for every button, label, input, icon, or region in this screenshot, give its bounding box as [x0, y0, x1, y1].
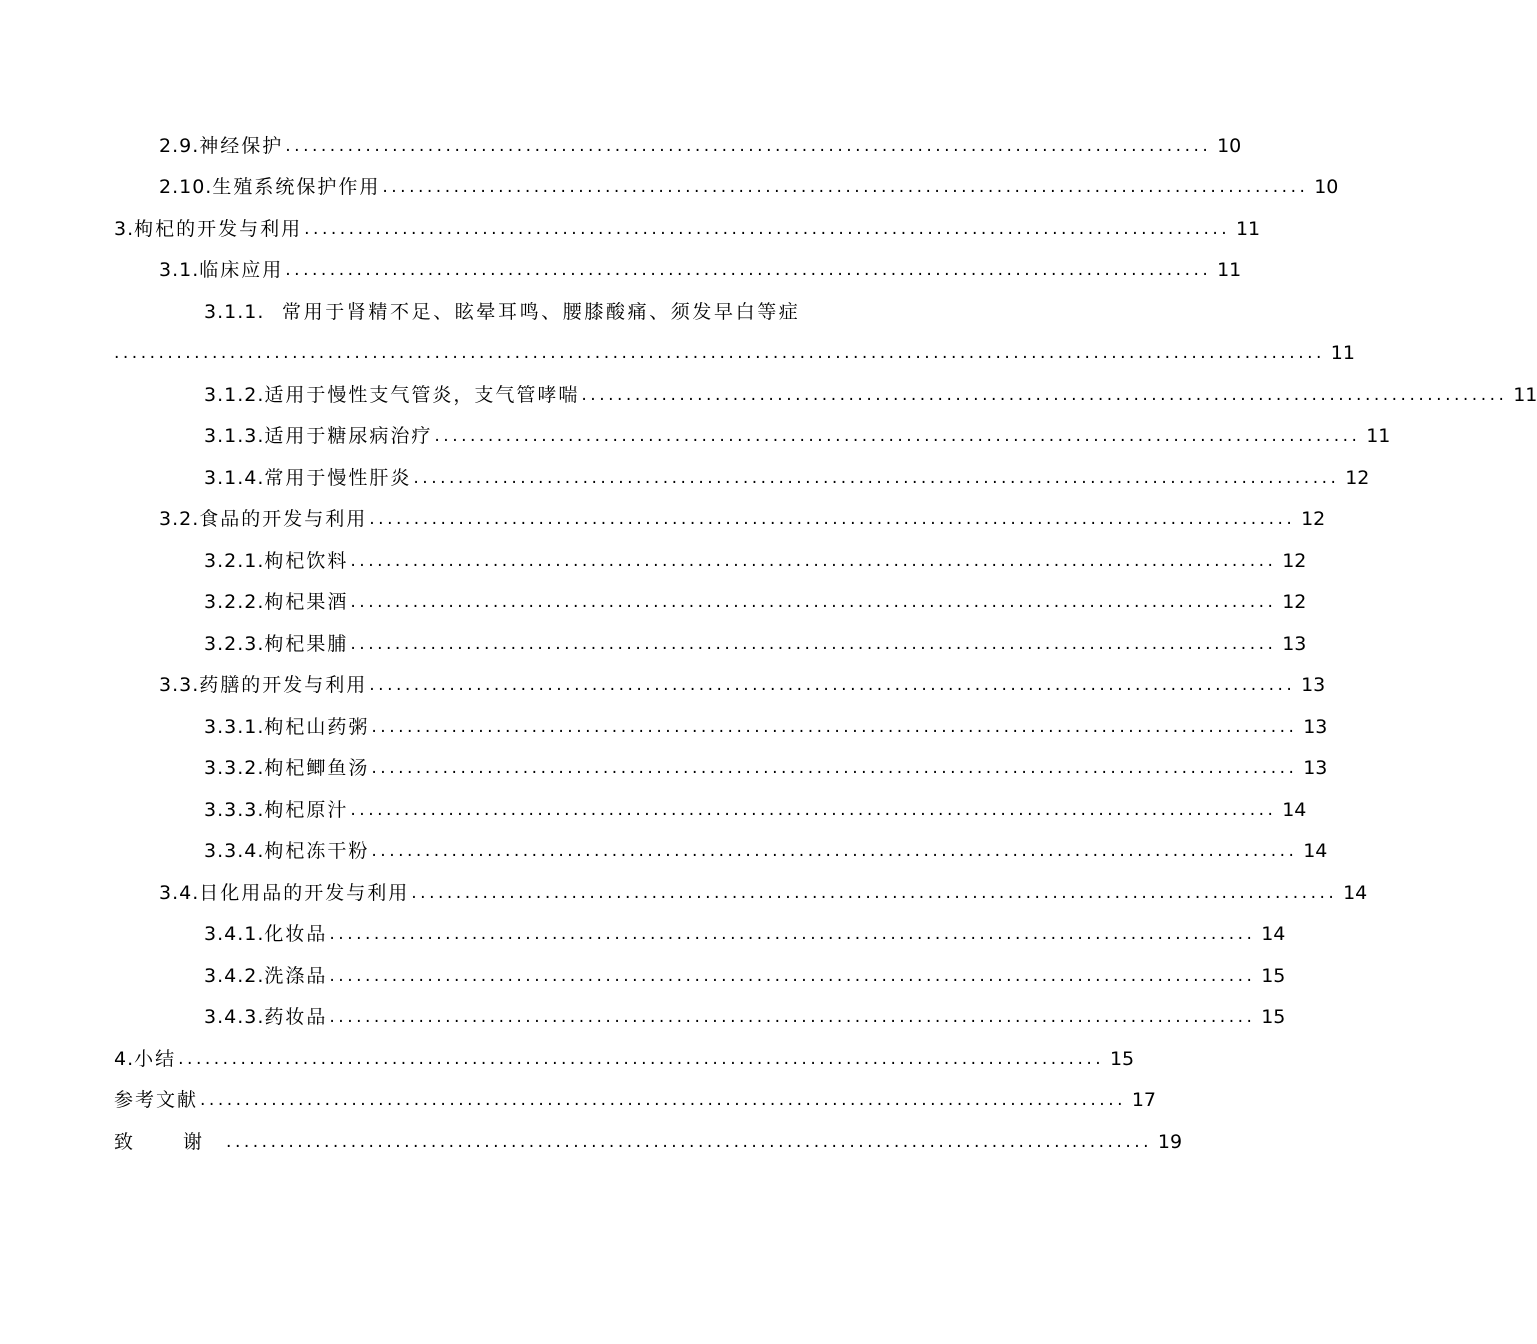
toc-entry-3-1-3[interactable] — [0, 416, 1391, 458]
toc-entry-title: 药妆品 — [264, 1006, 328, 1028]
table-of-contents — [0, 125, 1537, 1163]
toc-entry-page: 12 — [1301, 508, 1326, 530]
toc-entry-title: 小结 — [134, 1047, 177, 1070]
toc-entry-title: 枸杞果酒 — [264, 591, 349, 613]
toc-entry-3-3-4[interactable] — [0, 831, 1328, 873]
toc-entry-page: 13 — [1303, 715, 1328, 738]
toc-entry-3-3-3[interactable] — [0, 789, 1307, 831]
toc-entry-number: 3.3.4. — [204, 840, 265, 862]
dot-leader: ........................................................................................................ — [350, 633, 1277, 654]
toc-entry-page: 13 — [1301, 674, 1326, 696]
toc-entry-title: 适用于糖尿病治疗 — [264, 425, 433, 447]
toc-entry-3-4-2[interactable] — [0, 955, 1286, 997]
toc-entry-title: 药膳的开发与利用 — [199, 674, 368, 696]
toc-entry-number: 3.1. — [159, 259, 200, 281]
toc-entry-title: 参考文献 — [114, 1089, 199, 1111]
dot-leader: ........................................................................................................ — [411, 882, 1338, 903]
toc-entry-title: 枸杞山药粥 — [264, 715, 370, 738]
dot-leader: ........................................................................................................ — [350, 799, 1277, 820]
toc-entry-number: 3.3.2. — [204, 757, 265, 779]
toc-entry-3-1-2[interactable] — [0, 374, 1537, 416]
dot-leader: ........................................................................................................ — [371, 758, 1298, 778]
toc-entry-number: 3.4.3. — [204, 1006, 265, 1028]
toc-entry-references[interactable] — [0, 1080, 1157, 1122]
toc-entry-number: 2.9. — [159, 134, 200, 157]
toc-entry-page: 11 — [1513, 383, 1537, 406]
dot-leader: ........................................................................................................ — [371, 716, 1298, 737]
dot-leader: ........................................................................................................ — [382, 177, 1309, 197]
toc-entry-page: 15 — [1261, 1006, 1286, 1028]
toc-entry-title: 神经保护 — [199, 134, 284, 157]
toc-entry-number: 3.1.3. — [204, 425, 265, 447]
dot-leader: ........................................................................................................ — [329, 924, 1256, 944]
toc-entry-title: 枸杞果脯 — [264, 632, 349, 655]
toc-entry-title: 常用于肾精不足、眩晕耳鸣、腰膝酸痛、须发早白等症 — [282, 300, 801, 323]
dot-leader: ........................................................................................................ — [200, 1090, 1127, 1110]
toc-entry-3-3-2[interactable] — [0, 748, 1328, 790]
toc-entry-number: 3.4. — [159, 881, 200, 904]
toc-entry-2-9[interactable] — [0, 125, 1242, 167]
toc-entry-number: 3.3.3. — [204, 798, 265, 821]
toc-entry-title: 化妆品 — [264, 923, 328, 945]
toc-entry-page: 14 — [1343, 881, 1368, 904]
toc-entry-title: 枸杞原汁 — [264, 798, 349, 821]
dot-leader: ........................................................................................................ — [329, 1007, 1256, 1027]
toc-entry-title: 枸杞冻干粉 — [264, 840, 370, 862]
toc-entry-page: 11 — [1217, 259, 1242, 281]
toc-entry-3-2-3[interactable] — [0, 623, 1307, 665]
toc-entry-number: 3.3.1. — [204, 715, 265, 738]
toc-entry-3-4-1[interactable] — [0, 914, 1286, 956]
toc-entry-page: 12 — [1345, 466, 1370, 489]
toc-entry-page: 13 — [1303, 757, 1328, 779]
dot-leader: ........................................................................................................ — [178, 1048, 1105, 1069]
toc-entry-number: 3.1.2. — [204, 383, 265, 406]
toc-entry-number: 4. — [114, 1047, 135, 1070]
dot-leader: ........................................................................................................ — [304, 218, 1231, 239]
toc-entry-title: 枸杞的开发与利用 — [134, 217, 303, 240]
toc-entry-number: 3.2.3. — [204, 632, 265, 655]
toc-entry-4[interactable] — [0, 1038, 1135, 1080]
toc-entry-title: 临床应用 — [199, 259, 284, 281]
toc-entry-page: 12 — [1282, 549, 1307, 572]
dot-leader: ........................................................................................................ — [413, 467, 1340, 488]
toc-entry-3-4[interactable] — [0, 872, 1368, 914]
dot-leader: ........................................................................................................................................ — [114, 343, 1325, 363]
toc-entry-number: 3.4.1. — [204, 923, 265, 945]
toc-entry-acknowledgements[interactable] — [0, 1121, 1183, 1163]
toc-entry-3-2-1[interactable] — [0, 540, 1307, 582]
toc-entry-page: 14 — [1303, 840, 1328, 862]
toc-entry-3-4-3[interactable] — [0, 997, 1286, 1039]
toc-entry-page: 11 — [1330, 342, 1355, 364]
dot-leader: ........................................................................................................ — [369, 675, 1296, 695]
toc-entry-title: 常用于慢性肝炎 — [264, 466, 412, 489]
toc-entry-3-1-4[interactable] — [0, 457, 1370, 499]
dot-leader: ........................................................................................................ — [226, 1131, 1153, 1152]
toc-entry-page: 11 — [1235, 217, 1261, 240]
toc-entry-page: 17 — [1131, 1089, 1157, 1111]
dot-leader: ........................................................................................................ — [434, 426, 1361, 446]
dot-leader: ........................................................................................................ — [350, 592, 1277, 612]
toc-entry-page: 10 — [1217, 134, 1242, 157]
toc-entry-page: 11 — [1366, 425, 1391, 447]
toc-entry-page: 12 — [1282, 591, 1307, 613]
toc-entry-title: 枸杞鲫鱼汤 — [264, 757, 370, 779]
toc-entry-number: 3.1.1. — [204, 300, 265, 323]
toc-entry-number: 3.2.2. — [204, 591, 265, 613]
toc-entry-title: 生殖系统保护作用 — [212, 176, 381, 198]
toc-entry-title: 致 谢 — [114, 1130, 225, 1153]
toc-entry-title: 适用于慢性支气管炎，支气管哮喘 — [264, 383, 580, 406]
toc-entry-page: 15 — [1261, 964, 1286, 987]
toc-entry-page: 14 — [1261, 923, 1286, 945]
toc-entry-number: 3.1.4. — [204, 466, 265, 489]
dot-leader: ........................................................................................................ — [350, 550, 1277, 571]
toc-entry-3[interactable] — [0, 208, 1261, 250]
dot-leader: ........................................................................................................ — [581, 384, 1508, 405]
toc-entry-number: 2.10. — [159, 176, 213, 198]
toc-entry-number: 3. — [114, 217, 135, 240]
toc-entry-page: 14 — [1282, 798, 1307, 821]
toc-entry-title: 枸杞饮料 — [264, 549, 349, 572]
toc-entry-2-10[interactable] — [0, 167, 1339, 209]
dot-leader: ........................................................................................................ — [329, 965, 1256, 986]
dot-leader: ........................................................................................................ — [285, 260, 1212, 280]
toc-entry-number: 3.3. — [159, 674, 200, 696]
dot-leader: ........................................................................................................ — [371, 841, 1298, 861]
toc-entry-3-3-1[interactable] — [0, 706, 1328, 748]
toc-entry-page: 13 — [1282, 632, 1307, 655]
toc-entry-number: 3.4.2. — [204, 964, 265, 987]
toc-entry-page: 19 — [1157, 1130, 1183, 1153]
toc-entry-page: 10 — [1314, 176, 1339, 198]
toc-entry-title: 洗涤品 — [264, 964, 328, 987]
toc-entry-number: 3.2. — [159, 508, 200, 530]
toc-entry-page: 15 — [1109, 1047, 1135, 1070]
toc-entry-number: 3.2.1. — [204, 549, 265, 572]
toc-entry-title: 日化用品的开发与利用 — [199, 881, 410, 904]
toc-entry-3-2-2[interactable] — [0, 582, 1307, 624]
toc-entry-title: 食品的开发与利用 — [199, 508, 368, 530]
toc-entry-3-3[interactable] — [0, 665, 1326, 707]
dot-leader: ........................................................................................................ — [369, 509, 1296, 529]
toc-entry-3-1-1[interactable] — [0, 291, 1355, 374]
toc-entry-3-2[interactable] — [0, 499, 1326, 541]
dot-leader: ........................................................................................................ — [285, 135, 1212, 156]
toc-entry-3-1[interactable] — [0, 250, 1242, 292]
